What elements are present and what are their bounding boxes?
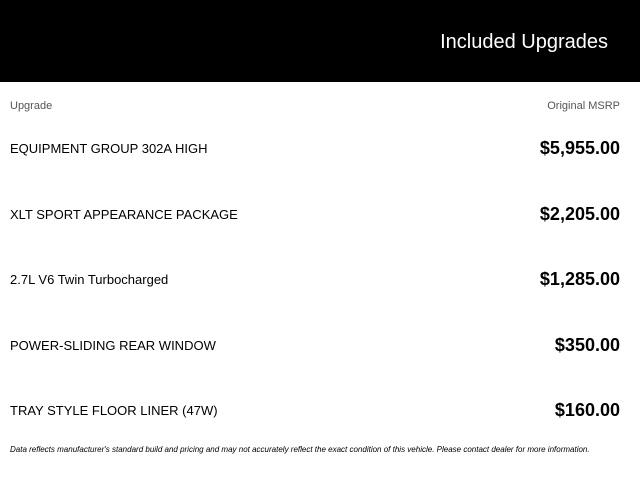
disclaimer-text: Data reflects manufacturer's standard build and pricing and may not accurately reflect the exact condition of this vehicle. Please contact dealer for more information. <box>10 445 590 454</box>
upgrade-name: XLT SPORT APPEARANCE PACKAGE <box>10 207 238 222</box>
upgrade-name: EQUIPMENT GROUP 302A HIGH <box>10 141 208 156</box>
upgrade-price: $160.00 <box>554 400 620 420</box>
upgrade-row <box>0 200 640 230</box>
upgrade-column-header: Upgrade <box>10 100 53 112</box>
msrp-column-header: Original MSRP <box>547 100 620 112</box>
upgrade-row <box>0 265 640 295</box>
upgrade-price: $350.00 <box>554 335 620 355</box>
upgrade-row <box>0 396 640 426</box>
upgrade-row <box>0 331 640 361</box>
upgrade-name: 2.7L V6 Twin Turbocharged <box>10 272 169 287</box>
upgrade-row <box>0 134 640 164</box>
upgrade-name: POWER-SLIDING REAR WINDOW <box>10 338 216 353</box>
upgrade-price: $1,285.00 <box>539 269 620 289</box>
upgrade-name: TRAY STYLE FLOOR LINER (47W) <box>10 403 218 418</box>
upgrade-price: $5,955.00 <box>539 138 620 158</box>
upgrade-price: $2,205.00 <box>539 204 620 224</box>
page-title: Included Upgrades <box>440 31 608 53</box>
